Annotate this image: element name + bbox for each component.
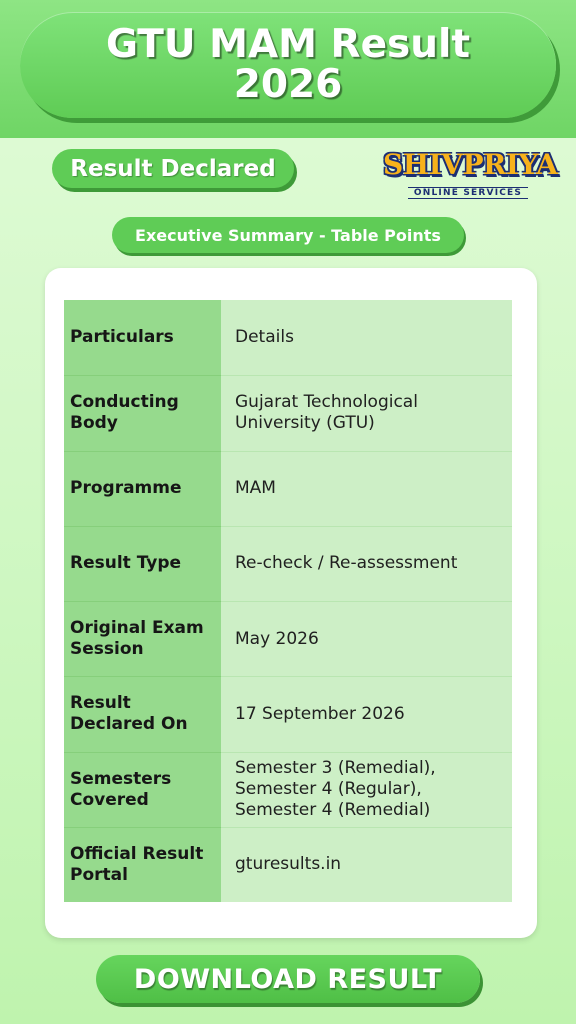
table-row: [64, 451, 512, 526]
section-heading: Executive Summary - Table Points: [112, 217, 464, 253]
row-label: Conducting Body: [64, 375, 221, 450]
table-row: [64, 752, 512, 827]
logo-main-text: SHIVPRIYA: [383, 148, 558, 181]
row-label: Programme: [64, 451, 221, 526]
row-label: Semesters Covered: [64, 752, 221, 827]
summary-table: [64, 300, 512, 902]
download-result-button[interactable]: DOWNLOAD RESULT: [96, 955, 480, 1003]
row-label: Result Type: [64, 526, 221, 601]
table-row: [64, 300, 512, 375]
row-value: Re-check / Re-assessment: [221, 526, 512, 601]
table-row: [64, 827, 512, 902]
table-row: [64, 601, 512, 676]
row-value: MAM: [221, 451, 512, 526]
table-row: [64, 676, 512, 751]
row-value: Gujarat Technological University (GTU): [221, 375, 512, 450]
row-label: Original Exam Session: [64, 601, 221, 676]
row-value: Details: [221, 300, 512, 375]
row-value: 17 September 2026: [221, 676, 512, 751]
table-row: [64, 375, 512, 450]
brand-logo: [383, 148, 558, 198]
logo-sub-text: ONLINE SERVICES: [408, 187, 528, 199]
row-value: Semester 3 (Remedial), Semester 4 (Regular), Semester 4 (Remedial): [221, 752, 512, 827]
table-row: [64, 526, 512, 601]
row-value: May 2026: [221, 601, 512, 676]
page-title: GTU MAM Result 2026: [105, 22, 471, 107]
row-label: Official Result Portal: [64, 827, 221, 902]
row-label: Particulars: [64, 300, 221, 375]
status-badge: Result Declared: [52, 149, 294, 188]
row-value: gturesults.in: [221, 827, 512, 902]
row-label: Result Declared On: [64, 676, 221, 751]
title-banner: [20, 12, 556, 118]
